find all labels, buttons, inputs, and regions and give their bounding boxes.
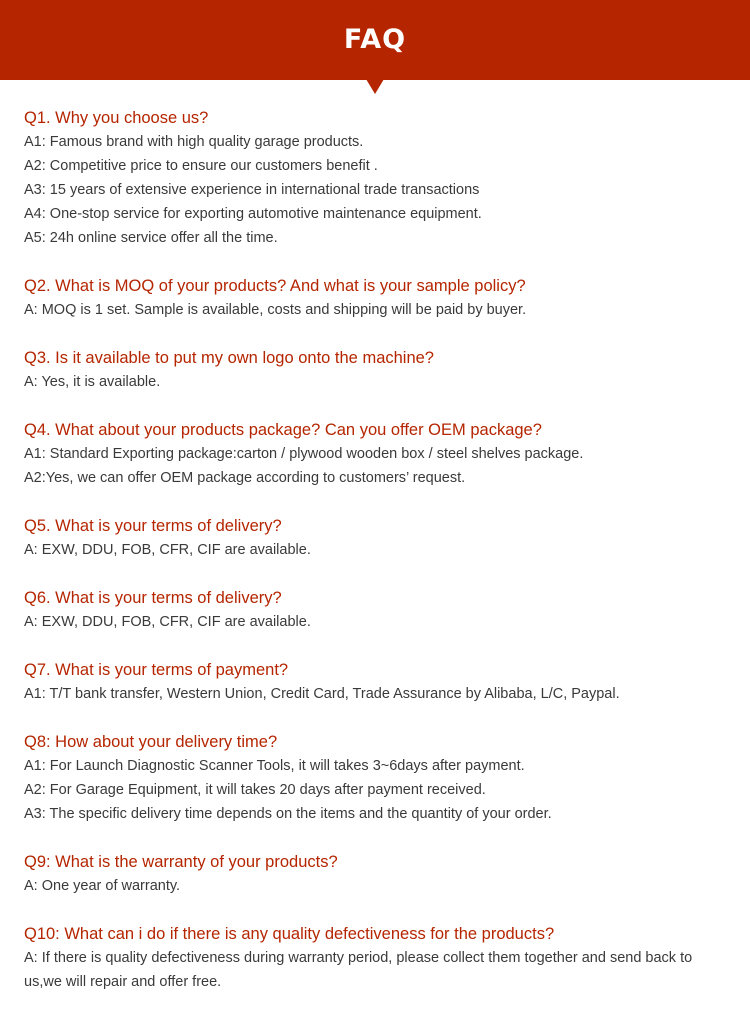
faq-question: Q1. Why you choose us? — [24, 109, 209, 127]
faq-question: Q6. What is your terms of delivery? — [24, 589, 282, 607]
faq-item-5 — [24, 514, 744, 562]
header-pointer-triangle — [366, 79, 384, 94]
faq-answer: A3: 15 years of extensive experience in international trade transactions — [24, 182, 480, 198]
faq-question: Q10: What can i do if there is any quality defectiveness for the products? — [24, 925, 555, 943]
faq-question: Q9: What is the warranty of your products? — [24, 853, 338, 871]
faq-answer: A1: Famous brand with high quality garage products. — [24, 134, 364, 150]
faq-answer: A: Yes, it is available. — [24, 374, 161, 390]
faq-answer: A: EXW, DDU, FOB, CFR, CIF are available. — [24, 614, 311, 630]
faq-item-8 — [24, 730, 744, 826]
faq-answer: A2: Competitive price to ensure our customers benefit . — [24, 158, 378, 174]
faq-question: Q3. Is it available to put my own logo onto the machine? — [24, 349, 434, 367]
faq-answer: A: One year of warranty. — [24, 878, 181, 894]
faq-question: Q2. What is MOQ of your products? And what is your sample policy? — [24, 277, 526, 295]
faq-question: Q7. What is your terms of payment? — [24, 661, 289, 679]
faq-question: Q4. What about your products package? Can you offer OEM package? — [24, 421, 542, 439]
faq-answer: A1: For Launch Diagnostic Scanner Tools, it will takes 3~6days after payment. — [24, 758, 525, 774]
faq-item-7 — [24, 658, 744, 706]
faq-question: Q5. What is your terms of delivery? — [24, 517, 282, 535]
faq-item-9 — [24, 850, 744, 898]
faq-item-1 — [24, 106, 744, 250]
faq-header-banner — [0, 0, 750, 80]
faq-item-6 — [24, 586, 744, 634]
faq-answer: A: If there is quality defectiveness during warranty period, please collect them together and send back to us,we will repair and offer free. — [24, 950, 693, 990]
faq-item-3 — [24, 346, 744, 394]
faq-question: Q8: How about your delivery time? — [24, 733, 278, 751]
faq-answer: A2:Yes, we can offer OEM package according to customers’ request. — [24, 470, 466, 486]
faq-answer: A2: For Garage Equipment, it will takes 20 days after payment received. — [24, 782, 486, 798]
faq-list — [24, 106, 744, 1018]
faq-item-2 — [24, 274, 744, 322]
faq-answer: A: MOQ is 1 set. Sample is available, costs and shipping will be paid by buyer. — [24, 302, 527, 318]
faq-item-10 — [24, 922, 744, 994]
faq-item-4 — [24, 418, 744, 490]
faq-answer: A: EXW, DDU, FOB, CFR, CIF are available. — [24, 542, 311, 558]
faq-answer: A4: One-stop service for exporting automotive maintenance equipment. — [24, 206, 482, 222]
faq-answer: A5: 24h online service offer all the time. — [24, 230, 278, 246]
faq-answer: A1: T/T bank transfer, Western Union, Credit Card, Trade Assurance by Alibaba, L/C, Paypal. — [24, 686, 620, 702]
faq-answer: A1: Standard Exporting package:carton / plywood wooden box / steel shelves package. — [24, 446, 584, 462]
faq-answer: A3: The specific delivery time depends on the items and the quantity of your order. — [24, 806, 552, 822]
page-title: FAQ — [343, 24, 407, 55]
